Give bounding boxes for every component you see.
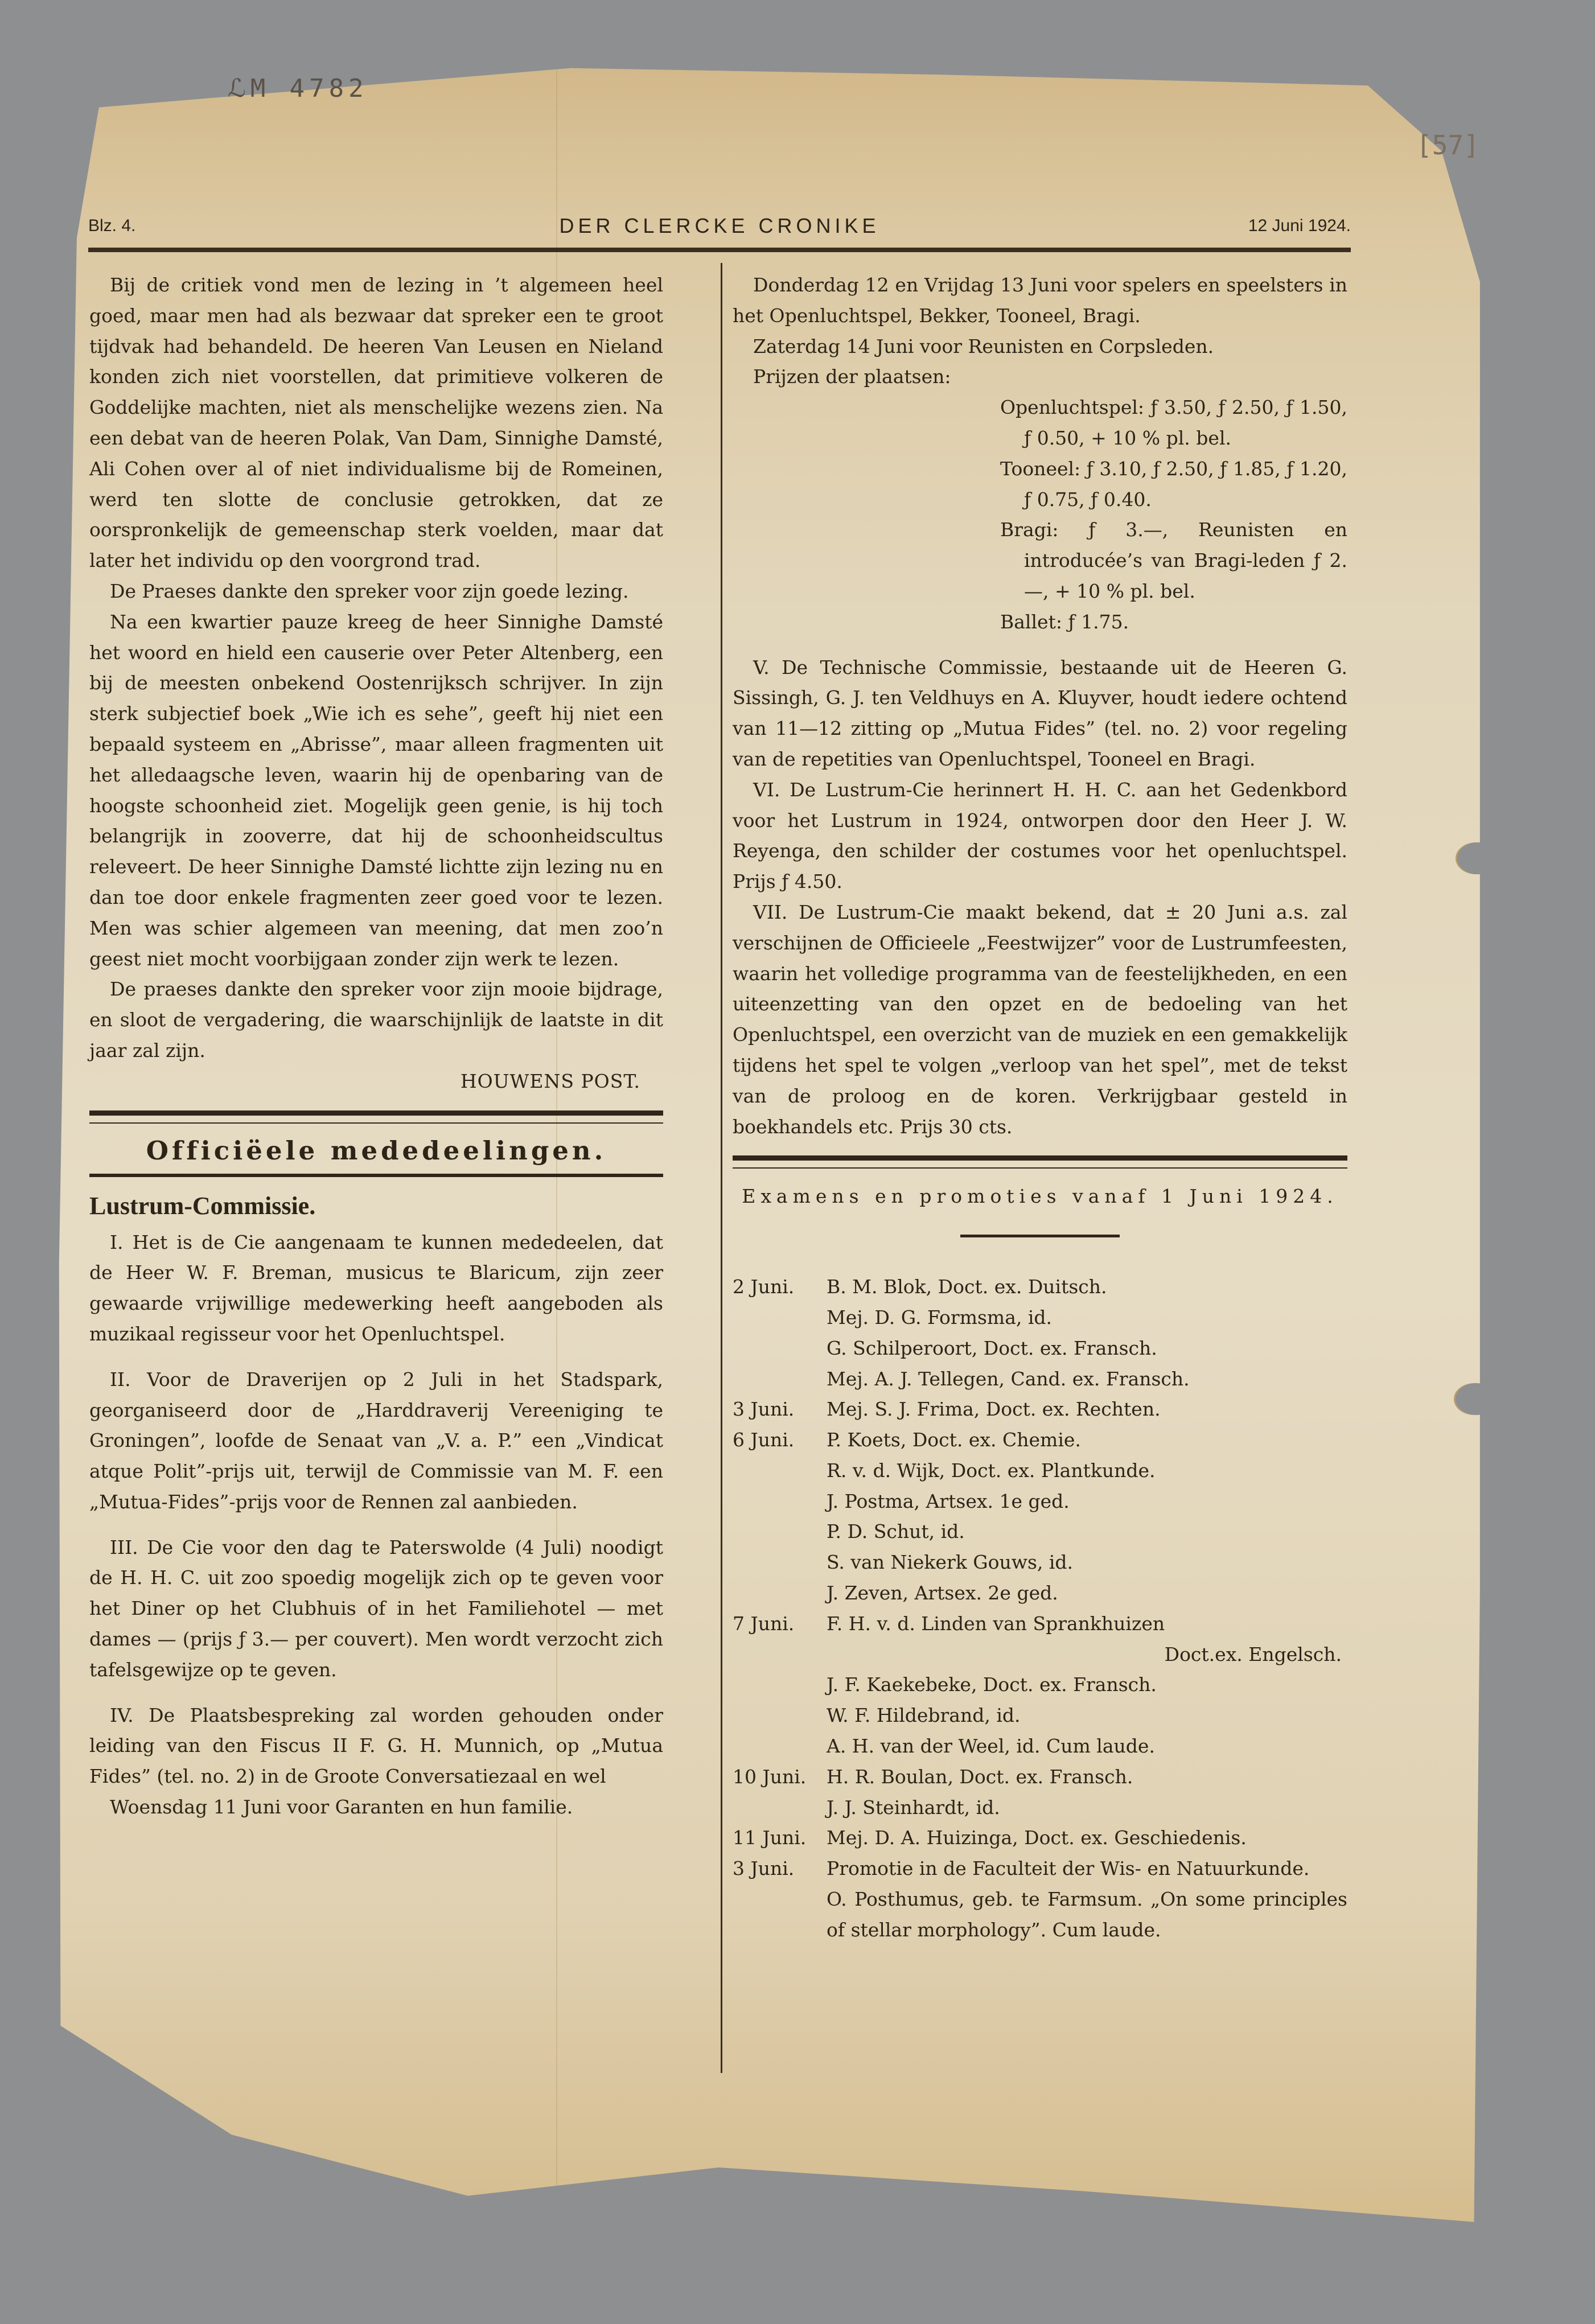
- punch-hole-lower: [1456, 1383, 1497, 1415]
- exam-result: H. R. Boulan, Doct. ex. Fransch.: [827, 1765, 1133, 1788]
- exam-date: 2 Juni.: [733, 1276, 795, 1298]
- exam-result: G. Schilperoort, Doct. ex. Fransch.: [827, 1336, 1157, 1359]
- schedule-line: Donderdag 12 en Vrijdag 13 Juni voor spelers en speelsters in het Openluchtspel, Bekker, Tooneel, Bragi.: [733, 274, 1347, 327]
- notice: V. De Technische Commissie, bestaande uit de Heeren G. Sissingh, G. J. ten Veldhuys en A. Kluyver, houdt iedere ochtend van 11—12 zitting op „Mutua Fides” (tel. no. 2) voor regeling van de repetities van Openluchtspel, Tooneel en Bragi.: [733, 656, 1347, 770]
- archive-page-mark: [57]: [1416, 130, 1479, 161]
- exam-result: R. v. d. Wijk, Doct. ex. Plantkunde.: [827, 1459, 1156, 1482]
- exam-result: J. Postma, Artsex. 1e ged.: [827, 1490, 1070, 1512]
- exam-result: J. Zeven, Artsex. 2e ged.: [827, 1582, 1058, 1605]
- exam-date: 10 Juni.: [733, 1765, 807, 1788]
- newspaper-title: DER CLERCKE CRONIKE: [559, 214, 880, 237]
- section-title: Officiëele mededeelingen.: [146, 1135, 607, 1166]
- exam-result: Mej. A. J. Tellegen, Cand. ex. Fransch.: [827, 1367, 1190, 1390]
- exam-entry: [733, 1823, 1347, 1853]
- exam-date: 3 Juni.: [733, 1398, 795, 1421]
- exam-result: B. M. Blok, Doct. ex. Duitsch.: [827, 1276, 1107, 1298]
- exam-result: P. Koets, Doct. ex. Chemie.: [827, 1429, 1081, 1451]
- exam-title-rule: [960, 1235, 1120, 1237]
- masthead-rule: [88, 248, 1351, 252]
- exam-result: P. D. Schut, id.: [827, 1520, 965, 1543]
- price-list: [1000, 392, 1347, 637]
- author-signature: HOUWENS POST.: [460, 1070, 640, 1092]
- notice: VII. De Lustrum-Cie maakt bekend, dat ± 20 Juni a.s. zal verschijnen de Officieele „Feestwijzer” voor de Lustrumfeesten, waarin het volledige programma van de feestelijkheden, en een uiteenzetting van den opzet en de bedoeling van het Openluchtspel, een overzicht van de muziek en een gemakkelijk tijdens het spel te volgen „verloop van het spel”, met de tekst van de proloog en de koren. Verkrijgbaar gesteld in boekhandels etc. Prijs 30 cts.: [733, 900, 1347, 1138]
- exam-result: A. H. van der Weel, id. Cum laude.: [827, 1735, 1155, 1758]
- notice: IV. De Plaatsbespreking zal worden gehouden onder leiding van den Fiscus II F. G. H. Munnich, op „Mutua Fides” (tel. no. 2) in de Groote Conversatiezaal en wel: [89, 1704, 663, 1788]
- report-paragraph: De Praeses dankte den spreker voor zijn goede lezing.: [110, 579, 629, 602]
- price-item: Bragi: ƒ 3.—, Reunisten en introducée’s van Bragi-leden ƒ 2.—, + 10 % pl. bel.: [1000, 519, 1347, 602]
- exam-result: Mej. D. G. Formsma, id.: [827, 1306, 1053, 1328]
- exam-result: J. F. Kaekebeke, Doct. ex. Fransch.: [827, 1673, 1157, 1696]
- exam-entry: [733, 1853, 1347, 1884]
- section-rule: [89, 1110, 663, 1124]
- exam-result: Promotie in de Faculteit der Wis- en Natuurkunde.: [827, 1857, 1310, 1880]
- schedule-line: Prijzen der plaatsen:: [753, 365, 951, 388]
- notice: III. De Cie voor den dag te Paterswolde (4 Juli) noodigt de H. H. C. uit zoo spoedig mogelijk zich op te geven voor het Diner op het Clubhuis of in het Familiehotel — met dames — (prijs ƒ 3.— per couvert). Men wordt verzocht zich tafelsgewijze op te geven.: [89, 1536, 663, 1681]
- report-paragraph: Na een kwartier pauze kreeg de heer Sinnighe Damsté het woord en hield een causerie over Peter Altenberg, een bij de meesten onbekend Oostenrijksch schrijver. In zijn sterk subjectief boek „Wie ich es sehe”, geeft hij niet een bepaald systeem en „Abrisse”, maar alleen fragmenten uit het alledaagsche leven, waarin hij de openbaring van de hoogste schoonheid ziet. Mogelijk geen genie, is hij toch belangrijk in zooverre, dat hij de schoonheidscultus releveert. De heer Sinnighe Damsté lichtte zijn lezing nu en dan toe door enkele fragmenten zeer goed voor te lezen. Men was schier algemeen van meening, dat men zoo’n geest niet mocht voorbijgaan zonder zijn werk te lezen.: [89, 610, 663, 970]
- subheading: Lustrum-Commissie.: [89, 1191, 316, 1220]
- section-rule: [733, 1155, 1347, 1169]
- report-paragraph: Bij de critiek vond men de lezing in ’t algemeen heel goed, maar men had als bezwaar dat spreker een te groot tijdvak had behandeld. De heeren Van Leusen en Nieland konden zich niet voorstellen, dat primitieve volkeren de Goddelijke machten, niet als menschelijke wezens zien. Na een debat van de heeren Polak, Van Dam, Sinnighe Damsté, Ali Cohen over al of niet individualisme bij de Romeinen, werd ten slotte de conclusie getrokken, dat ze oorspronkelijk de gemeenschap sterk voelden, maar dat later het individu op den voorgrond trad.: [89, 274, 663, 572]
- exam-entry: [733, 1762, 1347, 1792]
- right-column: [733, 270, 1347, 1945]
- exam-result: S. van Niekerk Gouws, id.: [827, 1551, 1074, 1574]
- exam-result: Doct.ex. Engelsch.: [1164, 1643, 1342, 1665]
- schedule-line: Zaterdag 14 Juni voor Reunisten en Corpsleden.: [753, 335, 1214, 357]
- issue-date: 12 Juni 1924.: [1248, 216, 1351, 235]
- exam-section-title: Examens en promoties vanaf 1 Juni 1924.: [742, 1185, 1338, 1208]
- column-divider: [721, 263, 722, 2073]
- exam-list: [733, 1272, 1347, 1945]
- exam-result: W. F. Hildebrand, id.: [827, 1704, 1021, 1727]
- exam-entry: [733, 1272, 1347, 1302]
- exam-result: F. H. v. d. Linden van Sprankhuizen: [827, 1612, 1165, 1635]
- notice: VI. De Lustrum-Cie herinnert H. H. C. aan het Gedenkbord voor het Lustrum in 1924, ontworpen door den Heer J. W. Reyenga, den schilder der costumes voor het openluchtspel. Prijs ƒ 4.50.: [733, 778, 1347, 893]
- exam-date: 6 Juni.: [733, 1429, 795, 1451]
- exam-result: O. Posthumus, geb. te Farmsum. „On some principles of stellar morphology”. Cum laude.: [827, 1888, 1347, 1941]
- exam-date: 7 Juni.: [733, 1612, 795, 1635]
- exam-date: 3 Juni.: [733, 1857, 795, 1880]
- page-number: Blz. 4.: [88, 216, 136, 235]
- notice: II. Voor de Draverijen op 2 Juli in het Stadspark, georganiseerd door de „Harddraverij Vereeniging te Groningen”, loofde de Senaat van „V. a. P.” een „Vindicat atque Polit”-prijs uit, terwijl de Commissie van M. F. een „Mutua-Fides”-prijs voor de Rennen zal aanbieden.: [89, 1368, 663, 1513]
- exam-result: J. J. Steinhardt, id.: [827, 1796, 1000, 1819]
- punch-hole-upper: [1457, 842, 1498, 874]
- notice: Woensdag 11 Juni voor Garanten en hun familie.: [110, 1796, 573, 1819]
- price-item: Tooneel: ƒ 3.10, ƒ 2.50, ƒ 1.85, ƒ 1.20, ƒ 0.75, ƒ 0.40.: [1000, 457, 1347, 511]
- exam-entry: [733, 1609, 1347, 1639]
- price-item: Openluchtspel: ƒ 3.50, ƒ 2.50, ƒ 1.50, ƒ 0.50, + 10 % pl. bel.: [1000, 396, 1347, 449]
- exam-entry: [733, 1394, 1347, 1425]
- notice: I. Het is de Cie aangenaam te kunnen mededeelen, dat de Heer W. F. Breman, musicus te Blaricum, zijn zeer gewaarde vrijwillige medewerking heeft aangeboden als muzikaal regisseur voor het Openluchtspel.: [89, 1231, 663, 1345]
- report-paragraph: De praeses dankte den spreker voor zijn mooie bijdrage, en sloot de vergadering, die waarschijnlijk de laatste in dit jaar zal zijn.: [89, 978, 663, 1062]
- exam-result: Mej. D. A. Huizinga, Doct. ex. Geschiedenis.: [827, 1827, 1247, 1849]
- archive-stamp: ℒM 4782: [228, 74, 368, 103]
- left-column: [89, 270, 663, 1823]
- section-title-rule: [89, 1174, 663, 1177]
- price-item: Ballet: ƒ 1.75.: [1000, 610, 1129, 633]
- exam-date: 11 Juni.: [733, 1827, 807, 1849]
- exam-result: Mej. S. J. Frima, Doct. ex. Rechten.: [827, 1398, 1161, 1421]
- exam-entry: [733, 1425, 1347, 1455]
- masthead: [88, 216, 1351, 239]
